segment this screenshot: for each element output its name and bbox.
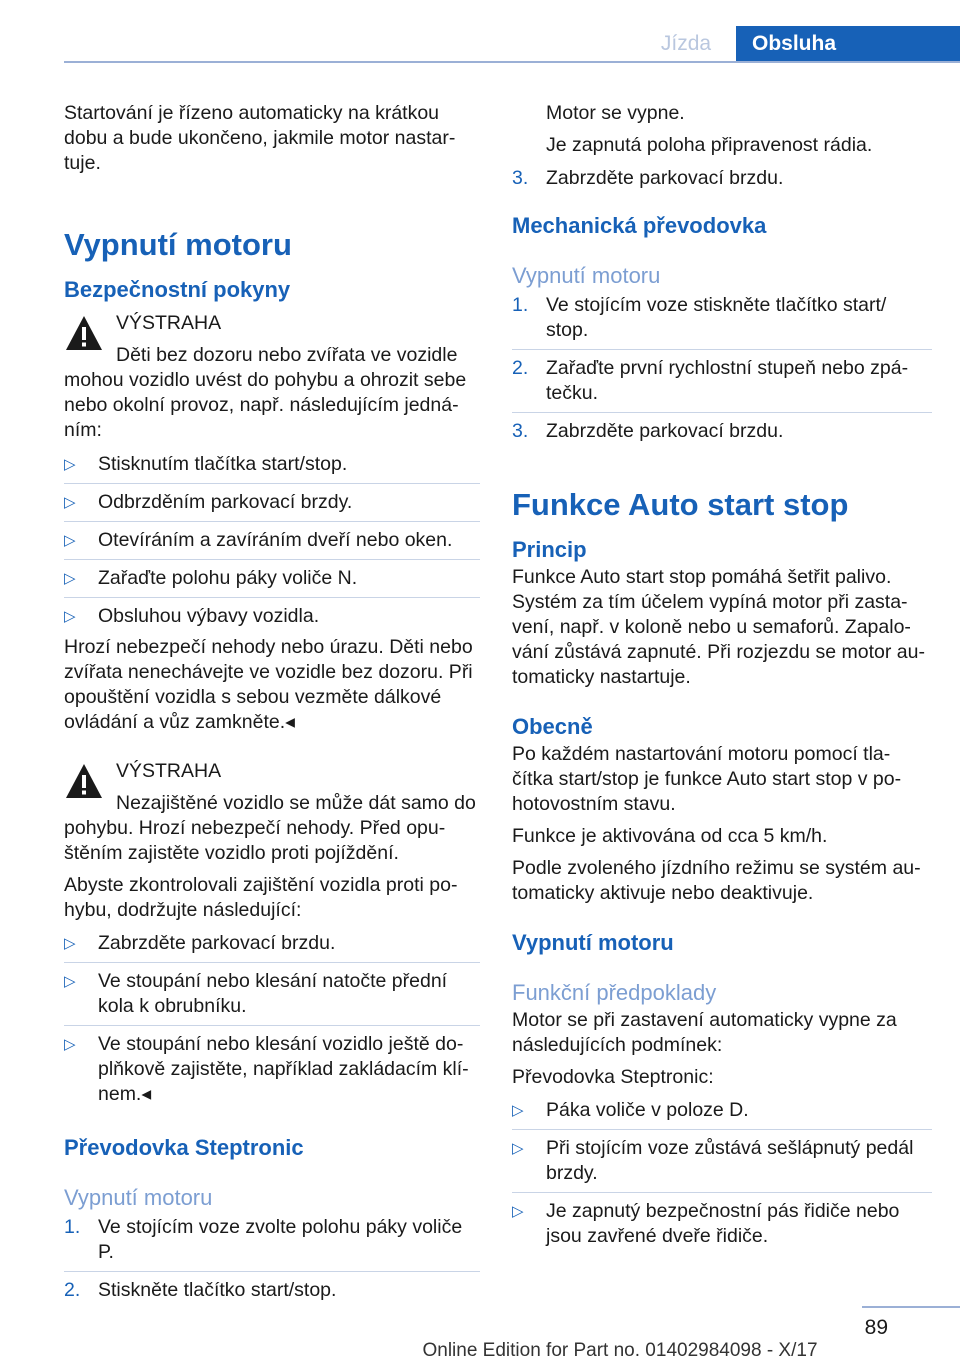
prerequisites-paragraph: Motor se při zastavení automaticky vypne za následujících podmínek: [512, 1009, 897, 1056]
warning-title: VÝSTRAHA [116, 760, 222, 782]
list-item: 2. Zařaďte první rychlostní stupeň nebo zpá- tečku. [512, 356, 932, 413]
triangle-bullet-icon: ▷ [64, 456, 76, 473]
conditions-list [512, 1098, 932, 1249]
triangle-bullet-icon: ▷ [512, 1102, 524, 1119]
mechanical-steps [512, 293, 932, 444]
step-continuation-1: Motor se vypne. [546, 102, 685, 124]
list-item: 3. Zabrzděte parkovací brzdu. [512, 167, 784, 189]
warning-block-1 [64, 311, 480, 443]
subheading-prerequisites: Funkční předpoklady [512, 980, 717, 1005]
obecne-paragraph-2: Funkce je aktivována od cca 5 km/h. [512, 825, 828, 847]
warning-block-2 [64, 759, 480, 866]
warning-2-list [64, 931, 480, 1113]
heading-obecne: Obecně [512, 714, 593, 739]
warning-triangle-icon [64, 313, 104, 353]
list-item: ▷ Zabrzděte parkovací brzdu. [64, 931, 480, 963]
step-continuation-2: Je zapnutá poloha připravenost rádia. [546, 134, 873, 156]
prerequisites-steptronic: Převodovka Steptronic: [512, 1066, 714, 1088]
triangle-bullet-icon: ▷ [64, 973, 76, 990]
triangle-bullet-icon: ▷ [64, 1036, 76, 1053]
right-column [512, 101, 932, 1249]
warning-title: VÝSTRAHA [116, 312, 222, 334]
page-number: 89 [864, 1316, 888, 1339]
list-item: ▷ Stisknutím tlačítka start/stop. [64, 452, 480, 484]
footer-edition: Online Edition for Part no. 01402984098 - X/17 [422, 1340, 818, 1361]
heading-steptronic: Převodovka Steptronic [64, 1135, 304, 1160]
princip-paragraph: Funkce Auto start stop pomáhá šetřit palivo. Systém za tím účelem vypíná motor při zasta- vení, např. v koloně nebo u semaforů. Zapalo- vání zůstává zapnuté. Při rozjezdu se motor au- tomaticky nastartuje. [512, 566, 925, 688]
header-tabs [636, 26, 960, 62]
heading-princip: Princip [512, 537, 587, 562]
triangle-bullet-icon: ▷ [64, 570, 76, 587]
list-item: 3. Zabrzděte parkovací brzdu. [512, 420, 784, 442]
obecne-paragraph-3: Podle zvoleného jízdního režimu se systém au- tomaticky aktivuje nebo deaktivuje. [512, 857, 921, 904]
warning-2-paragraph: Abyste zkontrolovali zajištění vozidla proti po- hybu, dodržujte následující: [64, 874, 458, 921]
section-title-auto-start-stop: Funkce Auto start stop [512, 487, 849, 522]
list-item: 2. Stiskněte tlačítko start/stop. [64, 1279, 337, 1301]
heading-mechanical: Mechanická převodovka [512, 213, 767, 238]
triangle-bullet-icon: ▷ [64, 494, 76, 511]
warning-body: Děti bez dozoru nebo zvířata ve vozidle mohou vozidlo uvést do pohybu a ohrozit sebe nebo okolní provoz, např. následujícím jedná- ním: [64, 344, 467, 441]
list-item: ▷ Otevíráním a zavíráním dveří nebo oken. [64, 528, 480, 560]
list-item: ▷ Při stojícím voze zůstává sešlápnutý pedál brzdy. [512, 1136, 932, 1193]
subheading-engine-off: Vypnutí motoru [512, 263, 661, 288]
list-item: ▷ Je zapnutý bezpečnostní pás řidiče nebo jsou zavřené dveře řidiče. [512, 1200, 900, 1247]
list-item: ▷ Odbrzděním parkovací brzdy. [64, 490, 480, 522]
triangle-bullet-icon: ▷ [512, 1203, 524, 1220]
list-item: ▷ Obsluhou výbavy vozidla. [64, 605, 320, 627]
subheading-engine-off: Vypnutí motoru [64, 1185, 213, 1210]
list-item: ▷ Ve stoupání nebo klesání natočte přední kola k obrubníku. [64, 969, 480, 1026]
intro-paragraph: Startování je řízeno automaticky na krátkou dobu a bude ukončeno, jakmile motor nastar- tuje. [64, 102, 456, 174]
list-item: ▷ Zařaďte polohu páky voliče N. [64, 566, 480, 598]
triangle-bullet-icon: ▷ [64, 935, 76, 952]
header-rule [64, 61, 960, 63]
heading-safety: Bezpečnostní pokyny [64, 277, 291, 302]
triangle-bullet-icon: ▷ [512, 1140, 524, 1157]
warning-1-list [64, 452, 480, 635]
triangle-bullet-icon: ▷ [64, 532, 76, 549]
left-column [64, 101, 480, 1303]
triangle-bullet-icon: ▷ [64, 608, 76, 625]
list-item: ▷ Ve stoupání nebo klesání vozidlo ještě do- plňkově zajistěte, například zakládacím klí- nem.◂ [64, 1033, 469, 1105]
warning-triangle-icon [64, 761, 104, 801]
list-item: 1. Ve stojícím voze zvolte polohu páky voliče P. [64, 1215, 480, 1272]
tab-jizda[interactable]: Jízda [660, 32, 712, 55]
heading-engine-off: Vypnutí motoru [512, 930, 674, 955]
warning-1-after: Hrozí nebezpečí nehody nebo úrazu. Děti nebo zvířata nenechávejte ve vozidle bez dozoru. Při opouštění vozidla s sebou vezměte dálkové ovládání a vůz zamkněte.◂ [64, 636, 473, 733]
section-title-engine-off: Vypnutí motoru [64, 227, 292, 262]
warning-body: Nezajištěné vozidlo se může dát samo do pohybu. Hrozí nebezpečí nehody. Před opu- štěním zajistěte vozidlo proti pojíždění. [64, 792, 476, 864]
footer-rule [862, 1306, 960, 1308]
tab-obsluha[interactable]: Obsluha [736, 26, 960, 62]
list-item: ▷ Páka voliče v poloze D. [512, 1098, 932, 1130]
obecne-paragraph-1: Po každém nastartování motoru pomocí tla- čítka start/stop je funkce Auto start stop v po- hotovostním stavu. [512, 743, 902, 815]
steptronic-steps [64, 1215, 480, 1303]
list-item: 1. Ve stojícím voze stiskněte tlačítko start/ stop. [512, 293, 932, 350]
